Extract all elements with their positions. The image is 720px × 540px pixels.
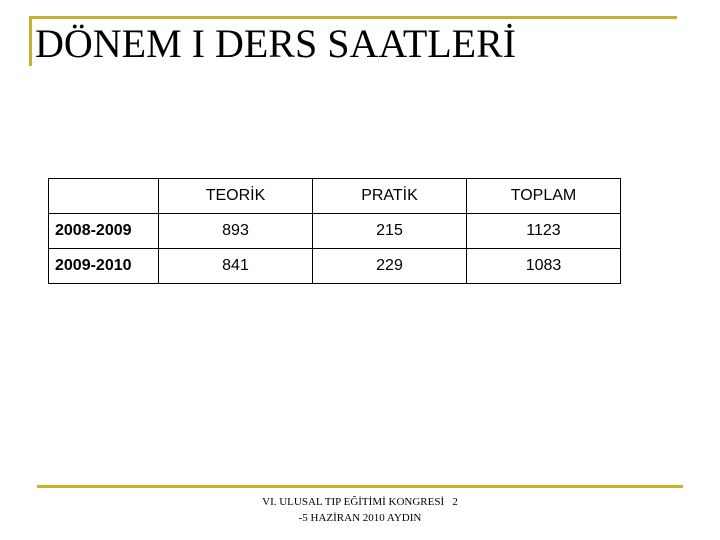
cell-teorik: 893 xyxy=(159,214,313,249)
course-hours-table xyxy=(48,178,621,284)
cell-pratik: 229 xyxy=(313,249,467,284)
cell-pratik: 215 xyxy=(313,214,467,249)
header-pratik: PRATİK xyxy=(313,179,467,214)
header-corner-cell xyxy=(49,179,159,214)
slide-footer xyxy=(240,494,480,526)
cell-toplam: 1123 xyxy=(467,214,621,249)
slide-title: DÖNEM I DERS SAATLERİ xyxy=(35,21,517,66)
left-accent-line xyxy=(29,16,32,66)
table-row xyxy=(49,214,621,249)
footer-line-1: VI. ULUSAL TIP EĞİTİMİ KONGRESİ 2 xyxy=(262,496,458,508)
cell-toplam: 1083 xyxy=(467,249,621,284)
header-teorik: TEORİK xyxy=(159,179,313,214)
table-row xyxy=(49,249,621,284)
table-header-row xyxy=(49,179,621,214)
top-accent-line xyxy=(29,16,677,19)
cell-teorik: 841 xyxy=(159,249,313,284)
footer-line-2: -5 HAZİRAN 2010 AYDIN xyxy=(298,512,422,524)
row-year: 2009-2010 xyxy=(49,249,159,284)
bottom-accent-line xyxy=(37,485,683,488)
row-year: 2008-2009 xyxy=(49,214,159,249)
header-toplam: TOPLAM xyxy=(467,179,621,214)
